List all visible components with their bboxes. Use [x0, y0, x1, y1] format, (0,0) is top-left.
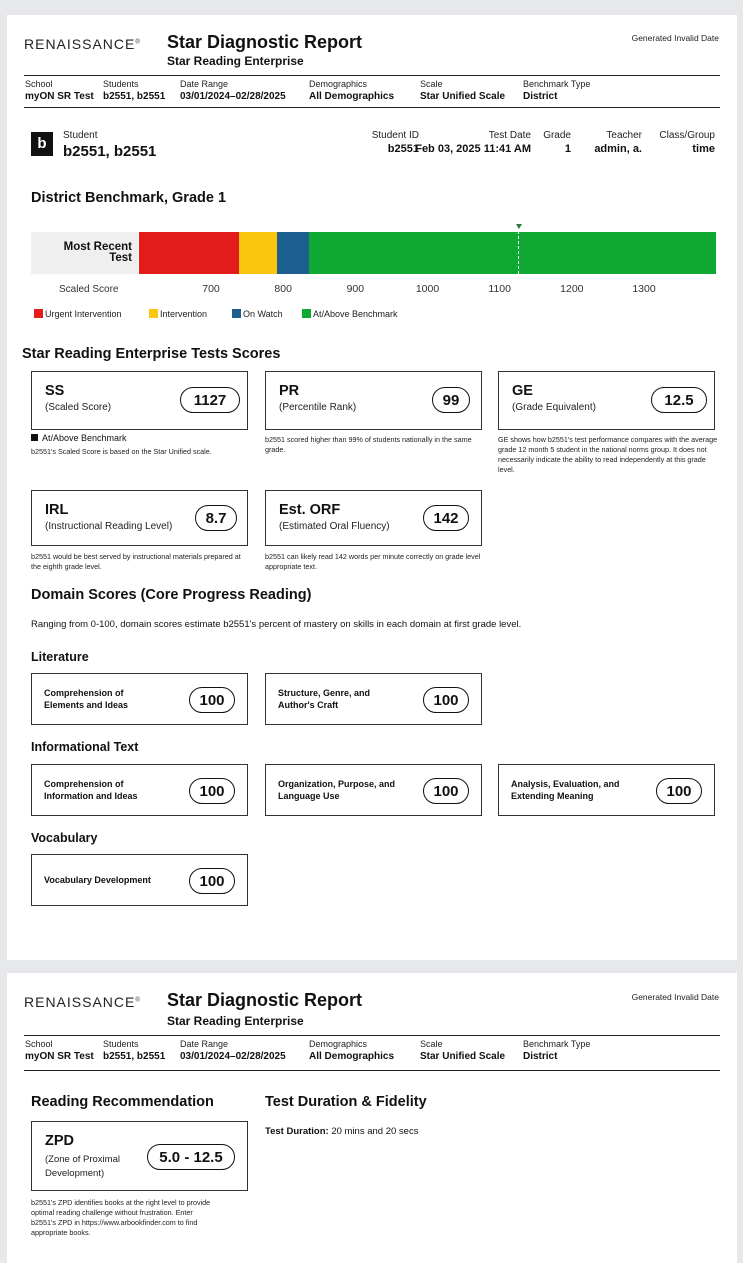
ge-note: GE shows how b2551's test performance compares with the average grade 12 month 5 student in the national norms group. It does not necessarily indicate the ability to read independently at this grade level. — [498, 435, 718, 474]
report-subtitle: Star Reading Enterprise — [167, 1014, 304, 1028]
domain-card-lit-elements — [31, 673, 248, 725]
axis-tick-label: 1300 — [632, 283, 656, 295]
meta-scale: Scale Star Unified Scale — [420, 1039, 506, 1062]
meta-students: Students b2551, b2551 — [103, 1039, 166, 1062]
legend-swatch — [34, 309, 43, 318]
meta-students: Students b2551, b2551 — [103, 79, 166, 102]
orf-name: (Estimated Oral Fluency) — [279, 521, 390, 532]
score-marker-arrow-icon — [516, 224, 522, 229]
meta-demographics: Demographics All Demographics — [309, 1039, 395, 1062]
domain-intro: Ranging from 0-100, domain scores estimate b2551's percent of mastery on skills in each domain at first grade level. — [31, 619, 522, 630]
score-marker-line — [518, 231, 519, 274]
domain-card-info-analysis — [498, 764, 715, 816]
pr-name: (Percentile Rank) — [279, 402, 357, 413]
orf-value: 142 — [423, 505, 469, 531]
irl-code: IRL — [45, 502, 69, 518]
test-date-field: Test Date Feb 03, 2025 11:41 AM — [415, 130, 531, 155]
meta-date-range: Date Range 03/01/2024–02/28/2025 — [180, 1039, 286, 1062]
ss-code: SS — [45, 383, 65, 399]
benchmark-bar — [138, 232, 716, 274]
literature-title: Literature — [31, 650, 89, 664]
test-duration: Test Duration: 20 mins and 20 secs — [265, 1126, 419, 1137]
meta-rule — [24, 107, 720, 108]
axis-tick-label: 700 — [202, 283, 220, 295]
report-subtitle: Star Reading Enterprise — [167, 54, 304, 68]
generated-date: Generated Invalid Date — [631, 992, 719, 1002]
axis-tick-label: 1100 — [488, 283, 511, 295]
benchmark-row-label: Most Recent Test — [63, 241, 132, 264]
ge-value: 12.5 — [651, 387, 707, 413]
domain-label: Analysis, Evaluation, and Extending Meaning — [511, 779, 620, 801]
domain-card-vocabulary — [31, 854, 248, 906]
axis-tick-label: 1200 — [560, 283, 584, 295]
ge-name: (Grade Equivalent) — [512, 402, 596, 413]
vocabulary-title: Vocabulary — [31, 831, 98, 845]
domain-label: Organization, Purpose, and Language Use — [278, 779, 396, 801]
report-title: Star Diagnostic Report — [167, 990, 363, 1010]
student-name: b2551, b2551 — [63, 143, 157, 160]
zpd-value: 5.0 - 12.5 — [147, 1144, 235, 1170]
ss-name: (Scaled Score) — [45, 402, 112, 413]
status-square-icon — [31, 434, 38, 441]
header-rule — [24, 1035, 720, 1036]
benchmark-band-intervention — [239, 232, 277, 274]
domain-card-lit-structure — [265, 673, 482, 725]
axis-label: Scaled Score — [59, 284, 119, 295]
report-page-2 — [7, 973, 737, 1263]
student-label: Student — [63, 130, 98, 141]
report-title: Star Diagnostic Report — [167, 32, 363, 52]
legend-swatch — [232, 309, 241, 318]
axis-tick-label: 1000 — [415, 283, 440, 295]
renaissance-logo: RENAISSANCE® — [24, 994, 141, 1010]
zpd-card — [31, 1121, 248, 1191]
pr-score-card — [265, 371, 482, 430]
renaissance-logo: RENAISSANCE® — [24, 36, 141, 52]
orf-note: b2551 can likely read 142 words per minute correctly on grade level appropriate text. — [265, 552, 481, 571]
legend-swatch — [302, 309, 311, 318]
informational-title: Informational Text — [31, 740, 139, 754]
meta-demographics: Demographics All Demographics — [309, 79, 395, 102]
meta-benchmark-type: Benchmark Type District — [523, 1039, 591, 1062]
benchmark-band-urgent-intervention — [139, 232, 239, 274]
test-duration-title: Test Duration & Fidelity — [265, 1094, 427, 1110]
zpd-name: (Zone of Proximal Development) — [45, 1154, 120, 1179]
meta-rule — [24, 1070, 720, 1071]
domain-value: 100 — [189, 778, 235, 804]
ss-value: 1127 — [180, 387, 240, 413]
student-id-field: Student ID b2551 — [371, 130, 419, 155]
irl-value: 8.7 — [195, 505, 237, 531]
test-scores-title: Star Reading Enterprise Tests Scores — [22, 346, 281, 362]
legend-swatch — [149, 309, 158, 318]
domain-value: 100 — [189, 868, 235, 894]
domain-value: 100 — [189, 687, 235, 713]
pr-code: PR — [279, 383, 300, 399]
meta-scale: Scale Star Unified Scale — [420, 79, 506, 102]
ss-note: b2551's Scaled Score is based on the Star Unified scale. — [31, 447, 212, 456]
domain-label: Vocabulary Development — [44, 875, 151, 885]
benchmark-title: District Benchmark, Grade 1 — [31, 190, 227, 206]
domain-value: 100 — [656, 778, 702, 804]
domain-label: Comprehension of Elements and Ideas — [44, 688, 129, 710]
benchmark-band-on-watch — [277, 232, 309, 274]
teacher-field: Teacher admin, a. — [594, 130, 642, 155]
benchmark-band-at-above-benchmark — [309, 232, 716, 274]
generated-date: Generated Invalid Date — [631, 33, 719, 43]
domain-label: Structure, Genre, and Author's Craft — [278, 688, 371, 710]
report-page-1 — [7, 15, 737, 960]
meta-school: School myON SR Test — [25, 1039, 94, 1062]
axis-tick-label: 800 — [274, 283, 292, 295]
meta-school: School myON SR Test — [25, 79, 94, 102]
axis-tick-label: 900 — [346, 283, 365, 295]
meta-date-range: Date Range 03/01/2024–02/28/2025 — [180, 79, 286, 102]
irl-note: b2551 would be best served by instructional materials prepared at the eighth grade level. — [31, 552, 241, 571]
legend-at-above: At/Above Benchmark — [302, 309, 398, 319]
grade-field: Grade 1 — [543, 130, 571, 155]
benchmark-row-label-cell — [31, 232, 138, 274]
ge-score-card — [498, 371, 715, 430]
legend-on-watch: On Watch — [232, 309, 283, 319]
header-rule — [24, 75, 720, 76]
ss-score-card — [31, 371, 248, 430]
irl-name: (Instructional Reading Level) — [45, 521, 173, 532]
pr-value: 99 — [432, 387, 470, 413]
meta-benchmark-type: Benchmark Type District — [523, 79, 591, 102]
reading-recommendation-title: Reading Recommendation — [31, 1094, 214, 1110]
zpd-code: ZPD — [45, 1133, 74, 1149]
domain-card-info-comprehension — [31, 764, 248, 816]
orf-score-card — [265, 490, 482, 546]
ss-status: At/Above Benchmark — [31, 433, 127, 443]
domain-value: 100 — [423, 687, 469, 713]
class-group-field: Class/Group time — [659, 130, 715, 155]
domain-label: Comprehension of Information and Ideas — [44, 779, 138, 801]
orf-code: Est. ORF — [279, 502, 341, 518]
ge-code: GE — [512, 383, 533, 399]
legend-intervention: Intervention — [149, 309, 207, 319]
student-initial-badge: b — [31, 132, 53, 156]
domain-card-info-organization — [265, 764, 482, 816]
legend-urgent: Urgent Intervention — [34, 309, 122, 319]
pr-note: b2551 scored higher than 99% of students nationally in the same grade. — [265, 435, 472, 454]
domain-scores-title: Domain Scores (Core Progress Reading) — [31, 587, 312, 603]
domain-value: 100 — [423, 778, 469, 804]
irl-score-card — [31, 490, 248, 546]
zpd-note: b2551's ZPD identifies books at the right level to provide optimal reading challenge without frustration. Enter b2551's ZPD in https://www.arbookfinder.com to find appropriate books. — [31, 1198, 211, 1237]
